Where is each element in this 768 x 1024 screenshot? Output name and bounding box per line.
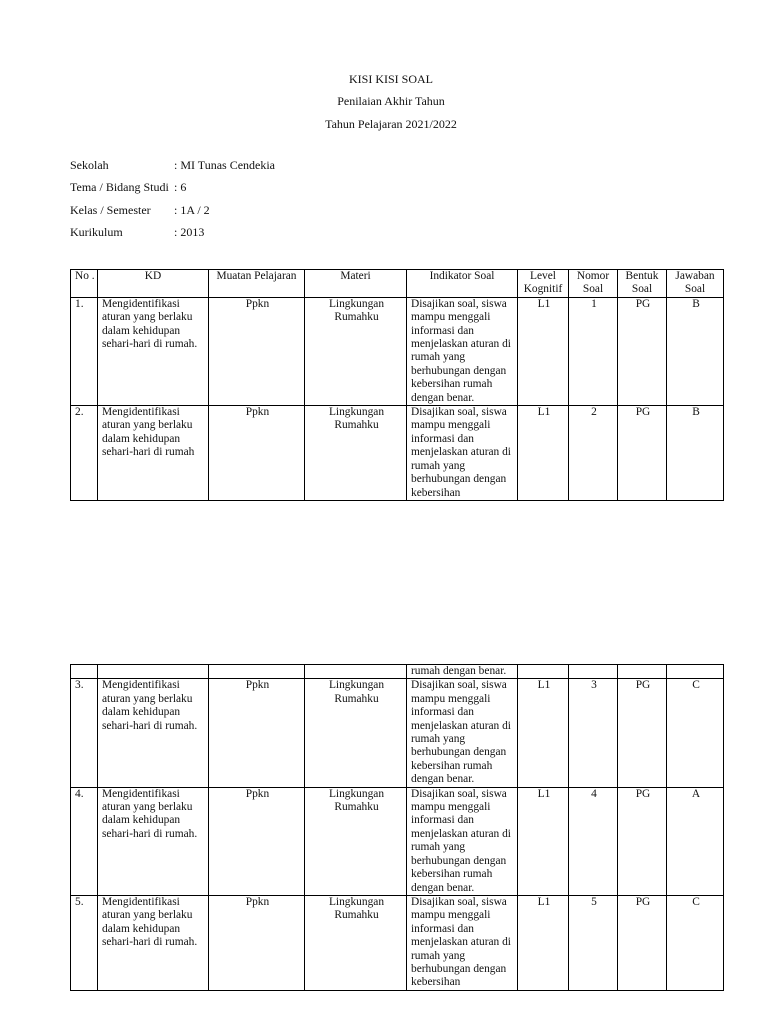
cell-indikator: Disajikan soal, siswa mampu menggali informasi dan menjelaskan aturan di rumah yang berhubungan dengan kebersihan <box>407 406 518 501</box>
cell-jawaban: A <box>667 787 724 895</box>
cell-level: L1 <box>518 297 569 405</box>
header-indikator: Indikator Soal <box>407 270 518 298</box>
cell-indikator: Disajikan soal, siswa mampu menggali informasi dan menjelaskan aturan di rumah yang berhubungan dengan kebersihan <box>407 895 518 990</box>
cell-no: 4. <box>71 787 98 895</box>
cell-kd: Mengidentifikasi aturan yang berlaku dalam kehidupan sehari-hari di rumah. <box>98 679 209 787</box>
cell-indikator: Disajikan soal, siswa mampu menggali informasi dan menjelaskan aturan di rumah yang berhubungan dengan kebersihan rumah dengan benar. <box>407 787 518 895</box>
cell-kd: Mengidentifikasi aturan yang berlaku dalam kehidupan sehari-hari di rumah <box>98 406 209 501</box>
document-title-block <box>0 68 768 135</box>
document-title: KISI KISI SOAL <box>349 72 433 86</box>
info-label: Kurikulum <box>70 224 123 239</box>
cell-no: 5. <box>71 895 98 990</box>
cell-jawaban: B <box>667 297 724 405</box>
cell-materi: Lingkungan Rumahku <box>305 787 407 895</box>
cell-level: L1 <box>518 679 569 787</box>
cell-jawaban: C <box>667 895 724 990</box>
table-row <box>71 406 724 501</box>
cell-nomor: 2 <box>569 406 618 501</box>
cell-kd: Mengidentifikasi aturan yang berlaku dalam kehidupan sehari-hari di rumah. <box>98 895 209 990</box>
header-kd: KD <box>98 270 209 298</box>
table-row <box>71 787 724 895</box>
header-bentuk: Bentuk Soal <box>618 270 667 298</box>
cell-materi <box>305 665 407 679</box>
cell-muatan: Ppkn <box>209 406 305 501</box>
cell-bentuk: PG <box>618 787 667 895</box>
cell-no: 3. <box>71 679 98 787</box>
cell-no <box>71 665 98 679</box>
cell-nomor: 3 <box>569 679 618 787</box>
table-header-row <box>71 270 724 298</box>
cell-bentuk: PG <box>618 895 667 990</box>
info-value: : MI Tunas Cendekia <box>174 158 276 172</box>
cell-nomor: 5 <box>569 895 618 990</box>
cell-no: 1. <box>71 297 98 405</box>
cell-kd <box>98 665 209 679</box>
cell-nomor: 4 <box>569 787 618 895</box>
cell-jawaban: B <box>667 406 724 501</box>
cell-muatan: Ppkn <box>209 895 305 990</box>
cell-bentuk: PG <box>618 297 667 405</box>
academic-year: Tahun Pelajaran 2021/2022 <box>325 116 457 131</box>
header-nomor: Nomor Soal <box>569 270 618 298</box>
cell-indikator: rumah dengan benar. <box>407 665 518 679</box>
table-row <box>71 679 724 787</box>
cell-nomor <box>569 665 618 679</box>
cell-materi: Lingkungan Rumahku <box>305 895 407 990</box>
page-gap <box>0 548 768 648</box>
table-row-continuation <box>71 665 724 679</box>
kisi-kisi-table <box>70 269 724 501</box>
cell-indikator: Disajikan soal, siswa mampu menggali informasi dan menjelaskan aturan di rumah yang berhubungan dengan kebersihan rumah dengan benar. <box>407 679 518 787</box>
cell-muatan: Ppkn <box>209 297 305 405</box>
info-value: : 2013 <box>174 224 205 239</box>
cell-level: L1 <box>518 406 569 501</box>
cell-level <box>518 665 569 679</box>
info-label: Sekolah <box>70 158 109 172</box>
cell-bentuk <box>618 665 667 679</box>
header-jawaban: Jawaban Soal <box>667 270 724 298</box>
header-level: Level Kognitif <box>518 270 569 298</box>
info-value: : 1A / 2 <box>174 202 210 217</box>
cell-nomor: 1 <box>569 297 618 405</box>
header-no: No . <box>71 270 98 298</box>
cell-materi: Lingkungan Rumahku <box>305 679 407 787</box>
cell-level: L1 <box>518 787 569 895</box>
cell-bentuk: PG <box>618 406 667 501</box>
cell-bentuk: PG <box>618 679 667 787</box>
table-row <box>71 895 724 990</box>
header-materi: Materi <box>305 270 407 298</box>
kisi-kisi-table-continued <box>70 664 724 991</box>
cell-materi: Lingkungan Rumahku <box>305 297 407 405</box>
cell-kd: Mengidentifikasi aturan yang berlaku dalam kehidupan sehari-hari di rumah. <box>98 787 209 895</box>
cell-level: L1 <box>518 895 569 990</box>
cell-muatan: Ppkn <box>209 787 305 895</box>
document-subtitle: Penilaian Akhir Tahun <box>337 94 445 109</box>
cell-muatan: Ppkn <box>209 679 305 787</box>
cell-indikator: Disajikan soal, siswa mampu menggali informasi dan menjelaskan aturan di rumah yang berhubungan dengan kebersihan rumah dengan benar. <box>407 297 518 405</box>
table-row <box>71 297 724 405</box>
info-value: : 6 <box>174 180 187 195</box>
info-label: Kelas / Semester <box>70 202 151 217</box>
cell-jawaban: C <box>667 679 724 787</box>
cell-muatan <box>209 665 305 679</box>
cell-no: 2. <box>71 406 98 501</box>
header-muatan: Muatan Pelajaran <box>209 270 305 298</box>
cell-materi: Lingkungan Rumahku <box>305 406 407 501</box>
cell-jawaban <box>667 665 724 679</box>
info-label: Tema / Bidang Studi <box>70 180 169 195</box>
cell-kd: Mengidentifikasi aturan yang berlaku dalam kehidupan sehari-hari di rumah. <box>98 297 209 405</box>
